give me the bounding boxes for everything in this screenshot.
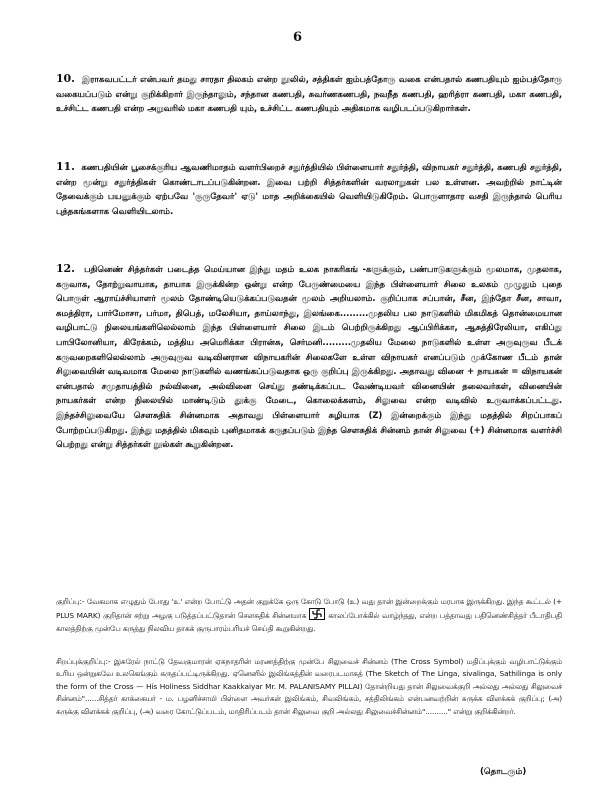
paragraph-11 [56,160,562,219]
paragraph-number: 11. [56,160,75,173]
swastika-icon [309,608,325,620]
paragraph-text: பதினெண் சித்தர்கள் படைத்த மெய்யான இந்து மதம் உலக நாகரிகங் -களுக்கும், பண்பாடுகளுக்கும் மூலமாக, முதலாக, கருவாக, தோற்றுவாயாக, தாயாக இருக்கின்ற ஒன்று என்ற பேருண்மையை இந்த பிள்ளையார் சிலை உலகம் முழுதும் புதை பொருள் ஆராய்ச்சியாளர் மூலம் தோண்டியெடுக்கப்படுவதன் மூலம் அறியலாம். குறிப்பாக சப்பான், சீன, இந்தோ சீன, சாவா, சுமத்திரா, பார்மோசா, பர்மா, திபெத், மலேசியா, தாய்லாந்து, இலங்கை.........முதலிய பல நாடுகளில் மிகமிகத் தொன்மையான வழிபாட்டு நிலையங்களிலெல்லாம் இந்த பிள்ளையார் சிலை இடம் பெற்றிருக்கிறது ஆப்பிரிக்கா, ஆசுத்திரேலியா, எகிப்து பாபிலோனியா, கிரேக்கம், மத்திய அமெரிக்கா பிரான்சு, செர்மனி.........முதலிய மேலை நாடுகளில் உள்ள அருவுருவ பீடக் கருவறைகளிலெல்லாம் அருவுருவ வடிவினரான விநாயகரின் சிலைகளே உள்ள விநாயகர் எனப்படும் முக்கோண பீடம் தான் சிலுவையின் வடிவமாக மேலை நாடுகளில் வணங்கப்படுவதாக ஒரு குறிப்பு இருக்கிறது. அதாவது வினை + நாயகன் = விநாயகன் என்பதால் சமுதாயத்தில் நல்வினை, அல்வினை செய்து தண்டிக்கப்பட வேண்டியவர் வினையின் தலைவர்கள், வினையின் நாயகர்கள் என்ற நிலையில் மாண்டிடும் தூக்கு மேடை, கொலைக்களம், சிலுவை என்ற வடிவில் உருவாக்கப்பட்டது. இந்தச்சிலுவையே சௌசுதிக் சின்னமாக அதாவது பிள்ளையார் சுழியாக (Z) இன்றைக்கும் இந்து மதத்தில் சிறப்பாகப் போற்றப்படுகிறது. இந்து மதத்தில் மிகவும் புனிதமாகக் கருதப்படும் இந்த சௌசுதிக் சின்னம் தான் சிலுவை (+) சின்னமாக வளர்ச்சி பெற்றது என்று சித்தர்கள் நூல்கள் கூறுகின்றன. [56,265,562,451]
note-kurippu [56,596,562,635]
note-text-after: காலப்போக்கில் வாழ்ந்தது, என்ற பத்தாவது பதினெண்சித்தர் பீடாதிபதி காலத்திற்கு முன்பே கருத்து நிலவிய தாகக் குருபாரம்பரியச் செய்தி கூறுகின்றது. [56,611,562,633]
page-number: 6 [292,30,303,45]
continued-label: (தொடரும்) [480,767,527,777]
paragraph-number: 12. [56,262,75,275]
paragraph-10 [56,72,562,117]
note-text: சிறப்புக்குறிப்பு:- இசுரேல் நாட்டு தேவகுமாரன் ஏசுநாதரின் மரணத்திற்கு முன்பே சிலுவைச் சின்னம் (The Cross Symbol) மதிப்புக்கும் வழிபாட்டுக்கும் உரிய ஒன்றுகவே உலகெங்கும் கருதப்பட்டிருக்கிறது. ஏனெனில் இலிங்கத்தின் வரைபடமாகத் (The Sketch of The Linga, sivalinga, Sathilinga is only the form of the Cross — His Holiness Siddhar Kaakkaiyar Mr. M. PALANISAMY PILLAI) தோன்றியது தான் சிலுவைக்குறி அல்லது அல்லது சிலுவைச் சின்னம்"......சித்தர் காக்கையர் - ம. பழனிச்சாமி பிள்ளை அவர்கள் இலிங்கம், சிவலிங்கம், சத்திலிங்கம் என்பனவற்றின் சுருக்க விளக்கக் குறிப்பு; (அ) சுருக்கு விளக்கக் குறிப்பு, (அ) வரை கோட்டுப்படம், மாதிரிப்படம் தான் சிலுவை குறி அல்லது சிலுவைச்சின்னம்".........." என்று குறிக்கின்றர். [56,657,562,716]
note-special [56,656,562,718]
paragraph-number: 10. [56,72,75,85]
paragraph-text: கணபதியின் பூசைக்குரிய ஆவணிமாதம் வளர்பிறைச் சதுர்த்தியில் பிள்ளையார் சதுர்த்தி, விநாயகர் சதுர்த்தி, கணபதி சதுர்த்தி, என்ற மூன்று சதுர்த்திகள் கொண்டாடப்படுகின்றன. இவை பற்றி சித்தர்களின் வரலாறுகள் பல உள்ளன. அவற்றில் நாட்டின் தேவைக்கும் பயனுக்கும் ஏற்பவே 'குருதேவர்' ஏடு' மாத அறிக்கையில் வெளியிடுகிறேம். பொருளாதார வசதி இருந்தால் பெரிய புத்தகங்களாக வெளியிடலாம். [56,163,562,217]
paragraph-12 [56,262,562,453]
paragraph-text: இராகவபட்டர் என்பவர் தமது சாரதா திலகம் என்ற நூலில், சத்திகள் ஐம்பத்தோரு வகை என்பதால் கணபதியும் ஐம்பத்தோரு வகையப்படும் என்று குறிக்கிறார் இருந்தாலும், சந்தான கணபதி, சுவர்ணகணபதி, நவநீத கணபதி, ஹரித்ரா கணபதி, மகா கணபதி, உச்சிட்ட கணபதி என்ற அறுவரில் மகா கணபதி யும், உச்சிட்ட கணபதியும் அதிகமாக வழிபடப்படுகிறார்கள். [56,75,562,115]
note-text-before: குறிப்பு:- வேகமாக எழுதும் போது 'உ' என்ற போட்டு அதன் குறுக்கே ஒரு கோடு போடு (உ) வது தான் இன்றைக்கும் மரபாக இருக்கிறது. இந்த கூட்டல் (+ PLUS MARK) குறிதான் சற்று அழகு படுத்தப்பட்டுதான் சௌசுதிக் சின்னமாக [56,597,562,621]
